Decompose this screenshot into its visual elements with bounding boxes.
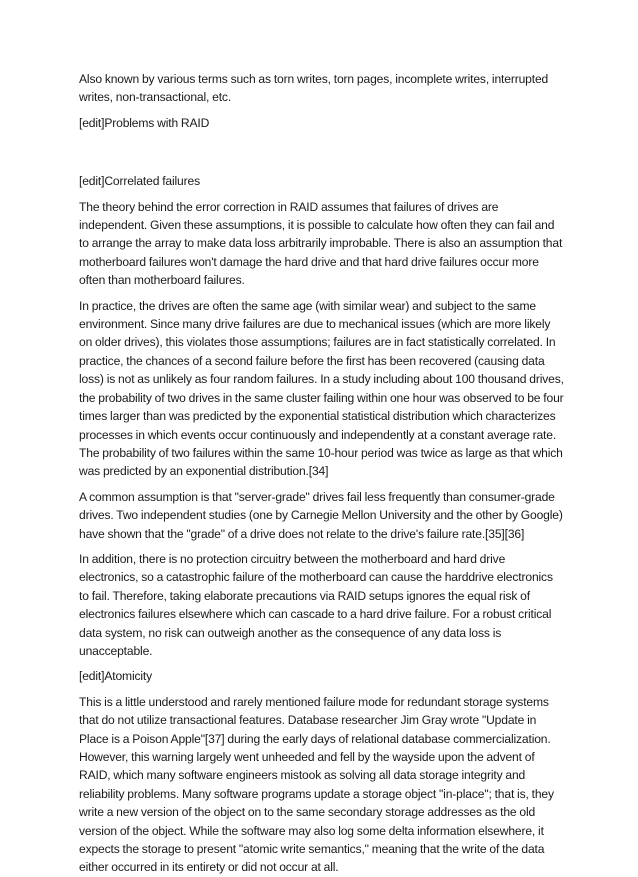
paragraph-protection-circuitry: In addition, there is no protection circuitry between the motherboard and hard drive electronics, so a catastrophic failure of the motherboard can cause the harddrive electronics to fail. Therefore, taking elaborate precautions via RAID setups ignores the equal risk of electronics failures elsewhere which can cascade to a hard drive failure. For a robust critical data system, no risk can outweigh another as the consequence of any data loss is unacceptable. xyxy=(79,551,553,658)
heading-correlated-failures: [edit]Correlated failures xyxy=(79,174,200,189)
paragraph-independence-assumption: The theory behind the error correction in RAID assumes that failures of drives are independent. Given these assumptions, it is possible to calculate how often they can fail and to arrange the array to make data loss arbitrarily improbable. There is also an assumption that motherboard failures won't damage the hard drive and that hard drive failures occur more often than motherboard failures. xyxy=(79,199,563,288)
paragraph-in-practice: In practice, the drives are often the same age (with similar wear) and subject to the same environment. Since many drive failures are due to mechanical issues (which are more likely on older drives), this violates those assumptions; failures are in fact statistically correlated. In practice, the chances of a second failure before the first has been recovered (causing data loss) is not as unlikely as four random failures. In a study including about 100 thousand drives, the probability of two drives in the same cluster failing within one hour was observed to be four times larger than was predicted by the exponential statistical distribution which characterizes processes in which events occur continuously and independently at a constant average rate. The probability of two failures within the same 10-hour period was twice as large as that which was predicted by an exponential distribution.[34] xyxy=(79,298,564,479)
heading-atomicity: [edit]Atomicity xyxy=(79,669,153,684)
paragraph-torn-writes: Also known by various terms such as torn writes, torn pages, incomplete writes, interrupted writes, non-transactional, etc. xyxy=(79,72,549,105)
heading-problems-with-raid: [edit]Problems with RAID xyxy=(79,115,210,130)
paragraph-atomicity: This is a little understood and rarely mentioned failure mode for redundant storage systems that do not utilize transactional features. Database researcher Jim Gray wrote "Update in Place is a Poison Apple"[37] during the early days of relational database commercialization. However, this warning largely went unheeded and fell by the wayside upon the advent of RAID, which many software engineers mistook as solving all data storage integrity and reliability problems. Many software programs update a storage object "in-place"; that is, they write a new version of the object on to the same secondary storage addresses as the old version of the object. While the software may also log some delta information elsewhere, it expects the storage to present "atomic write semantics," meaning that the write of the data either occurred in its entirety or did not occur at all. xyxy=(79,694,554,875)
paragraph-server-grade: A common assumption is that "server-grade" drives fail less frequently than consumer-grade drives. Two independent studies (one by Carnegie Mellon University and the other by Google) have shown that the "grade" of a drive does not relate to the drive's failure rate.[35][36] xyxy=(79,489,563,541)
